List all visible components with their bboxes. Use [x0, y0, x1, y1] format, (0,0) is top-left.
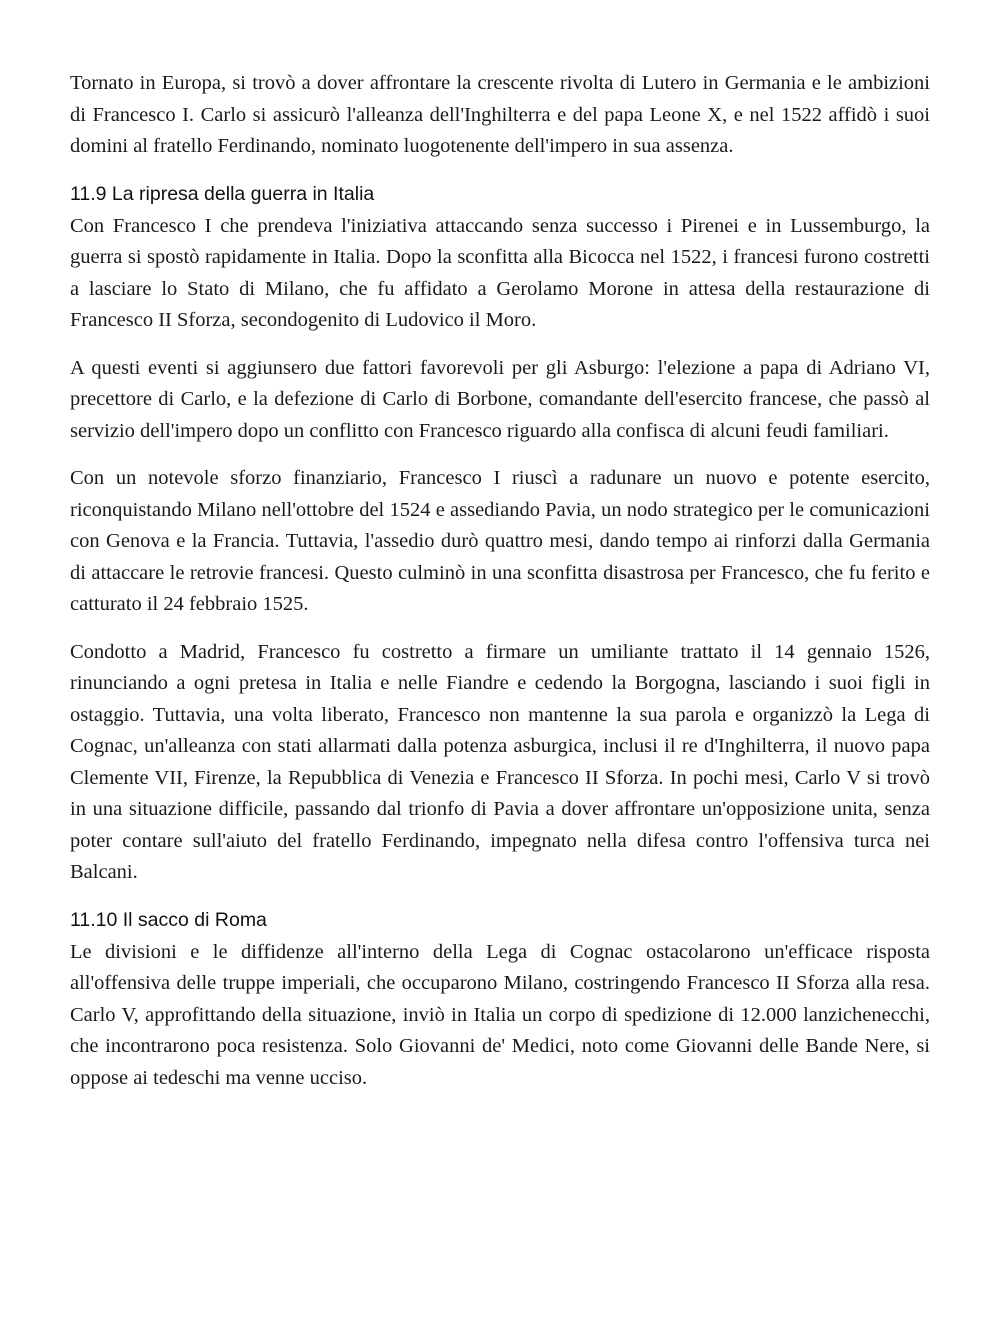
paragraph: Le divisioni e le diffidenze all'interno della Lega di Cognac ostacolarono un'efficace risposta all'offensiva delle truppe imperiali, che occuparono Milano, costringendo Francesco II Sforza alla resa. Carlo V, approfittando della situazione, inviò in Italia un corpo di spedizione di 12.000 lanzichenecchi, che incontrarono poca resistenza. Solo Giovanni de' Medici, noto come Giovanni delle Bande Nere, si oppose ai tedeschi ma venne ucciso. [70, 940, 930, 1089]
section-heading-11-10: 11.10 Il sacco di Roma [70, 908, 267, 931]
paragraph: A questi eventi si aggiunsero due fattori favorevoli per gli Asburgo: l'elezione a papa di Adriano VI, precettore di Carlo, e la defezione di Carlo di Borbone, comandante dell'esercito francese, che passò al servizio dell'impero dopo un conflitto con Francesco riguardo alla confisca di alcuni feudi familiari. [70, 356, 930, 442]
paragraph: Con un notevole sforzo finanziario, Francesco I riuscì a radunare un nuovo e potente esercito, riconquistando Milano nell'ottobre del 1524 e assediando Pavia, un nodo strategico per le comunicazioni con Genova e la Francia. Tuttavia, l'assedio durò quattro mesi, dando tempo ai rinforzi dalla Germania di attaccare le retrovie francesi. Questo culminò in una sconfitta disastrosa per Francesco, che fu ferito e catturato il 24 febbraio 1525. [70, 467, 930, 615]
paragraph-intro: Tornato in Europa, si trovò a dover affrontare la crescente rivolta di Lutero in Germania e le ambizioni di Francesco I. Carlo si assicurò l'alleanza dell'Inghilterra e del papa Leone X, e nel 1522 affidò i suoi domini al fratello Ferdinando, nominato luogotenente dell'impero in sua assenza. [70, 72, 930, 157]
document-page [70, 68, 930, 1094]
section-heading-11-9: 11.9 La ripresa della guerra in Italia [70, 182, 375, 205]
paragraph: Con Francesco I che prendeva l'iniziativa attaccando senza successo i Pirenei e in Lussemburgo, la guerra si spostò rapidamente in Italia. Dopo la sconfitta alla Bicocca nel 1522, i francesi furono costretti a lasciare lo Stato di Milano, che fu affidato a Gerolamo Morone in attesa della restaurazione di Francesco II Sforza, secondogenito di Ludovico il Moro. [70, 214, 930, 331]
paragraph: Condotto a Madrid, Francesco fu costretto a firmare un umiliante trattato il 14 gennaio 1526, rinunciando a ogni pretesa in Italia e nelle Fiandre e cedendo la Borgogna, lasciando i suoi figli in ostaggio. Tuttavia, una volta liberato, Francesco non mantenne la sua parola e organizzò la Lega di Cognac, un'alleanza con stati allarmati dalla potenza asburgica, inclusi il re d'Inghilterra, il nuovo papa Clemente VII, Firenze, la Repubblica di Venezia e Francesco II Sforza. In pochi mesi, Carlo V si trovò in una situazione difficile, passando dal trionfo di Pavia a dover affrontare un'opposizione unita, senza poter contare sull'aiuto del fratello Ferdinando, impegnato nella difesa contro l'offensiva turca nei Balcani. [70, 640, 930, 883]
